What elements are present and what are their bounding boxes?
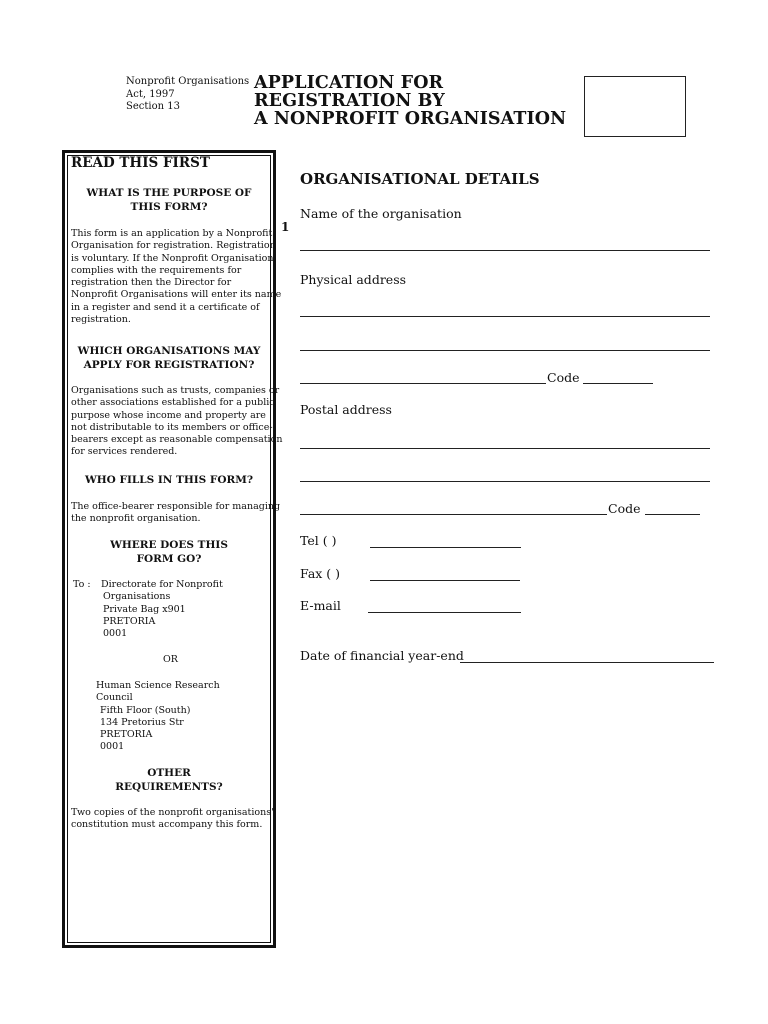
address-line: Human Science Research <box>96 680 220 691</box>
postal-address-label: Postal address <box>300 402 392 417</box>
text-line: bearers except as reasonable compensation <box>71 434 283 446</box>
text-line: for services rendered. <box>71 446 178 458</box>
which-heading <box>69 345 269 372</box>
address-line: 134 Pretorius Str <box>100 716 184 728</box>
address-line: Directorate for Nonprofit <box>101 579 223 590</box>
postal-code-label: Code <box>608 501 641 516</box>
other-heading <box>69 767 269 794</box>
section-title: ORGANISATIONAL DETAILS <box>300 170 540 188</box>
physical-address-line-2[interactable] <box>300 350 710 351</box>
physical-address-line-1[interactable] <box>300 316 710 317</box>
heading-line: OTHER <box>147 767 191 779</box>
address-line: Fifth Floor (South) <box>100 704 191 716</box>
act-line: Act, 1997 <box>126 88 175 100</box>
act-line: Nonprofit Organisations <box>126 76 250 87</box>
office-use-box <box>584 76 686 137</box>
text-line: the nonprofit organisation. <box>71 513 201 525</box>
form-title-line: APPLICATION FOR <box>254 73 444 93</box>
text-line: Two copies of the nonprofit organisations' <box>71 807 274 818</box>
address-line: PRETORIA <box>100 729 153 741</box>
heading-line: FORM GO? <box>136 552 202 565</box>
address-line: 0001 <box>100 741 125 753</box>
postal-address-line-2[interactable] <box>300 481 710 482</box>
financial-year-end-label: Date of financial year-end <box>300 648 464 663</box>
tel-label: Tel ( ) <box>300 533 337 548</box>
text-line: This form is an application by a Nonprofit <box>71 228 273 239</box>
physical-code-label: Code <box>547 370 580 385</box>
text-line: in a register and send it a certificate of <box>71 301 260 313</box>
purpose-heading <box>69 187 269 214</box>
address-line: PRETORIA <box>103 615 156 627</box>
address-hsrc <box>96 680 220 754</box>
postal-code-field[interactable] <box>645 514 700 515</box>
text-line: registration. <box>71 314 131 326</box>
section-number: 1 <box>281 220 290 234</box>
text-line: Organisations such as trusts, companies or <box>71 385 280 396</box>
heading-line: APPLY FOR REGISTRATION? <box>83 358 255 371</box>
text-line: complies with the requirements for <box>71 264 242 276</box>
form-title-line: REGISTRATION BY <box>254 91 445 111</box>
or-separator: OR <box>163 654 178 665</box>
other-text <box>71 807 274 832</box>
instructions-sidebar <box>62 150 283 948</box>
heading-line: WHICH ORGANISATIONS MAY <box>77 345 261 357</box>
to-label: To : <box>73 579 91 590</box>
email-label: E-mail <box>300 598 341 613</box>
fax-label: Fax ( ) <box>300 566 341 581</box>
text-line: constitution must accompany this form. <box>71 819 263 831</box>
heading-line: WHERE DOES THIS <box>110 539 228 551</box>
tel-field[interactable] <box>370 547 521 548</box>
purpose-text <box>71 228 282 326</box>
text-line: registration then the Director for <box>71 277 232 289</box>
heading-line: THIS FORM? <box>130 200 208 213</box>
text-line: purpose whose income and property are <box>71 409 266 421</box>
text-line: other associations established for a public <box>71 397 275 409</box>
form-title-line: A NONPROFIT ORGANISATION <box>254 109 567 129</box>
address-line: Council <box>96 692 133 704</box>
email-field[interactable] <box>368 612 521 613</box>
address-directorate <box>101 579 223 640</box>
fax-field[interactable] <box>370 580 520 581</box>
heading-line: REQUIREMENTS? <box>115 780 223 793</box>
address-line: 0001 <box>103 628 128 640</box>
text-line: not distributable to its members or office- <box>71 421 273 433</box>
heading-line: WHAT IS THE PURPOSE OF <box>86 187 252 199</box>
read-first-heading: READ THIS FIRST <box>71 155 210 171</box>
where-heading <box>69 539 269 566</box>
act-line: Section 13 <box>126 101 180 112</box>
postal-address-line-1[interactable] <box>300 448 710 449</box>
physical-address-line-3[interactable] <box>300 383 546 384</box>
act-reference <box>126 76 251 114</box>
which-text <box>71 385 283 459</box>
text-line: The office-bearer responsible for managing <box>71 501 281 512</box>
text-line: Organisation for registration. Registration <box>71 240 276 252</box>
physical-code-field[interactable] <box>583 383 653 384</box>
organisation-name-field[interactable] <box>300 250 710 251</box>
financial-year-end-field[interactable] <box>460 662 714 663</box>
form-title <box>254 74 566 128</box>
physical-address-label: Physical address <box>300 272 407 287</box>
address-line: Organisations <box>103 591 171 603</box>
address-line: Private Bag x901 <box>103 603 186 615</box>
organisation-name-label: Name of the organisation <box>300 206 462 221</box>
who-text <box>71 501 281 526</box>
text-line: Nonprofit Organisations will enter its name <box>71 289 282 301</box>
who-heading: WHO FILLS IN THIS FORM? <box>84 474 254 486</box>
postal-address-line-3[interactable] <box>300 514 607 515</box>
text-line: is voluntary. If the Nonprofit Organisation <box>71 252 274 264</box>
